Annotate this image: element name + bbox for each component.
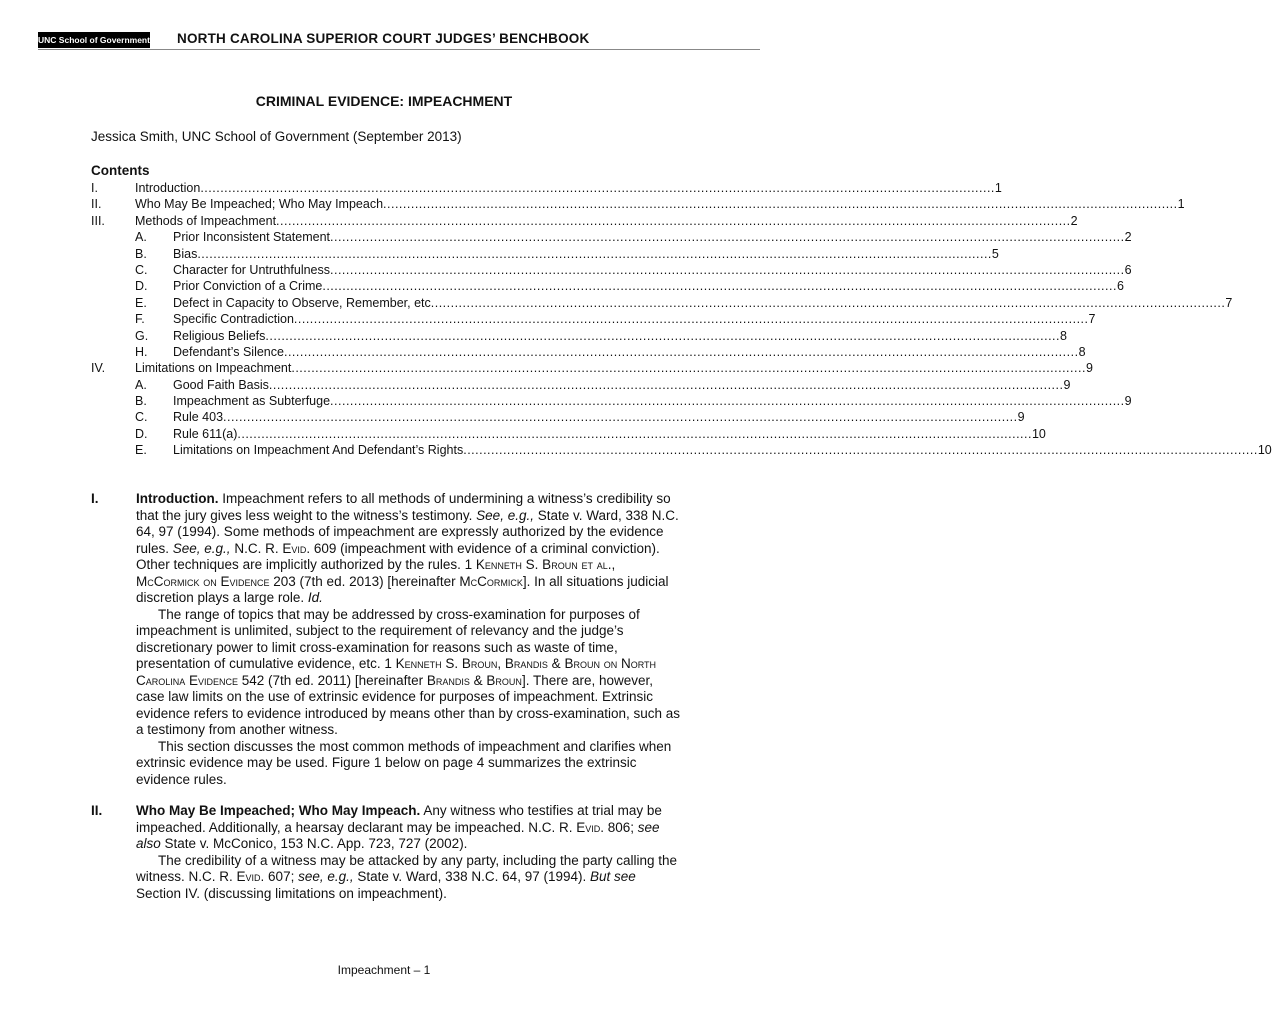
section-number: II. [91,803,103,818]
toc-entry[interactable] [91,377,1071,393]
toc-title: Introduction [135,181,201,195]
toc-number [91,246,135,262]
toc-number [91,262,135,278]
toc-entry[interactable] [91,180,1002,196]
toc-number [91,426,135,442]
toc-leader-dots: ........................................................................................................................................................................................................ [330,230,1125,245]
toc-leader-dots: ........................................................................................................................................................................................................ [330,394,1125,409]
toc-title: Bias [173,246,198,261]
toc-page-number: 2 [1124,230,1132,245]
toc-page-number: 9 [1017,410,1025,425]
toc-title: Impeachment as Subterfuge [173,394,331,409]
toc-subletter: E. [135,443,147,458]
toc-number [91,311,135,327]
author-line: Jessica Smith, UNC School of Government (September 2013) [91,129,462,144]
toc-number [91,442,135,458]
toc-entry[interactable] [91,213,1078,229]
toc-page-number: 1 [1177,197,1185,212]
toc-leader-dots: ........................................................................................................................................................................................................ [293,312,1089,327]
toc-title: Specific Contradiction [173,312,294,327]
benchbook-title: NORTH CAROLINA SUPERIOR COURT JUDGES’ BENCHBOOK [177,31,590,46]
toc-entry[interactable] [91,311,1096,327]
section-who-may-be-impeached [91,803,681,902]
toc-title: Prior Conviction of a Crime [173,279,323,294]
toc-entry[interactable] [91,328,1067,344]
toc-subletter: F. [135,312,145,327]
unc-logo: UNC School of Government [38,32,150,48]
toc-entry[interactable] [91,360,1093,376]
toc-leader-dots: ........................................................................................................................................................................................................ [276,213,1071,228]
toc-leader-dots: ........................................................................................................................................................................................................ [265,328,1061,343]
toc-entry[interactable] [91,442,1272,458]
toc-subletter: C. [135,262,148,277]
paragraph: Who May Be Impeached; Who May Impeach. Any witness who testifies at trial may be impeached. Additionally, a hearsay declarant may be impeached. N.C. R. Evid. 806; see also State v. McConico, 153 N.C. App. 723, 727 (2002). [136,803,662,851]
toc-leader-dots: ........................................................................................................................................................................................................ [291,361,1086,376]
table-of-contents [91,180,1272,459]
toc-entry[interactable] [91,246,999,262]
page-footer: Impeachment – 1 [337,963,431,977]
toc-entry[interactable] [91,393,1132,409]
toc-number [91,377,135,393]
toc-page-number: 5 [991,246,999,261]
toc-subletter: A. [135,377,147,392]
toc-leader-dots: ........................................................................................................................................................................................................ [322,279,1117,294]
toc-title: Good Faith Basis [173,377,269,392]
toc-subletter: C. [135,410,148,425]
toc-page-number: 10 [1257,443,1272,458]
toc-title: Rule 403 [173,410,224,425]
toc-page-number: 7 [1088,312,1096,327]
toc-number [91,409,135,425]
toc-subletter: B. [135,246,147,261]
toc-title: Defendant’s Silence [173,344,284,359]
toc-page-number: 6 [1116,279,1124,294]
toc-number [91,278,135,294]
toc-subletter: G. [135,328,149,343]
toc-page-number: 7 [1225,295,1233,310]
toc-number [91,393,135,409]
section-introduction [91,491,681,788]
toc-leader-dots: ........................................................................................................................................................................................................ [283,344,1079,359]
toc-title: Limitations on Impeachment [135,361,292,376]
toc-entry[interactable] [91,278,1124,294]
toc-leader-dots: ........................................................................................................................................................................................................ [268,377,1064,392]
toc-subletter: D. [135,279,148,294]
toc-entry[interactable] [91,426,1046,442]
toc-subletter: E. [135,295,147,310]
toc-entry[interactable] [91,262,1132,278]
toc-title: Defect in Capacity to Observe, Remember, etc [173,295,431,310]
toc-page-number: 2 [1070,213,1078,228]
toc-page-number: 9 [1063,377,1071,392]
toc-leader-dots: ........................................................................................................................................................................................................ [237,426,1032,441]
toc-number: III. [91,213,105,228]
toc-title: Prior Inconsistent Statement [173,230,331,245]
toc-page-number: 10 [1031,426,1046,441]
toc-subletter: B. [135,394,147,409]
paragraph: Introduction. Impeachment refers to all methods of undermining a witness’s credibility so that the jury gives less weight to the witness’s testimony. See, e.g., State v. Ward, 338 N.C. 64, 97 (1994). Some methods of impeachment are expressly authorized by the evidence rules. See, e.g., N.C. R. Evid. 609 (impeachment with evidence of a criminal conviction). Other techniques are implicitly authorized by the rules. 1 Kenneth S. Broun et al., McCormick on Evidence 203 (7th ed. 2013) [hereinafter McCormick]. In all situations judicial discretion plays a large role. Id. [136,491,679,605]
document-title: CRIMINAL EVIDENCE: IMPEACHMENT [255,93,513,109]
page-header [38,30,760,52]
toc-page-number: 8 [1060,328,1067,343]
toc-leader-dots: ........................................................................................................................................................................................................ [463,443,1258,458]
toc-page-number: 9 [1124,394,1132,409]
header-divider [38,49,760,50]
toc-title: Religious Beliefs [173,328,266,343]
toc-leader-dots: ........................................................................................................................................................................................................ [223,410,1018,425]
toc-number: II. [91,197,102,212]
toc-entry[interactable] [91,409,1025,425]
toc-subletter: A. [135,230,147,245]
toc-page-number: 8 [1078,344,1086,359]
toc-number [91,295,135,311]
toc-subletter: H. [135,344,148,359]
section-heading: Introduction. [136,491,219,506]
toc-number [91,229,135,245]
toc-leader-dots: ........................................................................................................................................................................................................ [383,197,1178,212]
toc-title: Limitations on Impeachment And Defendant’s Rights [173,443,464,458]
toc-page-number: 9 [1085,361,1093,376]
paragraph: The credibility of a witness may be attacked by any party, including the party calling the witness. N.C. R. Evid. 607; see, e.g., State v. Ward, 338 N.C. 64, 97 (1994). But see Section IV. (discussing limitations on impeachment). [136,852,678,901]
toc-entry[interactable] [91,295,1233,311]
toc-leader-dots: ........................................................................................................................................................................................................ [430,295,1226,310]
toc-number [91,328,135,344]
paragraph: The range of topics that may be addressed by cross-examination for purposes of impeachment is unlimited, subject to the requirement of relevancy and the judge’s discretionary power to limit cross-examination for reasons such as waste of time, presentation of cumulative evidence, etc. 1 Kenneth S. Broun, Brandis & Broun on North Carolina Evidence 542 (7th ed. 2011) [hereinafter Brandis & Broun]. There are, however, case law limits on the use of extrinsic evidence for purposes of impeachment. Extrinsic evidence refers to evidence introduced by means other than by cross-examination, such as a testimony from another witness. [136,606,681,737]
toc-entry[interactable] [91,344,1086,360]
toc-leader-dots: ........................................................................................................................................................................................................ [200,181,995,195]
toc-subletter: D. [135,426,148,441]
paragraph: This section discusses the most common methods of impeachment and clarifies when extrinsic evidence may be used. Figure 1 below on page 4 summarizes the extrinsic evidence rules. [136,738,672,787]
toc-page-number: 1 [994,181,1002,195]
section-number: I. [91,491,99,506]
section-heading: Who May Be Impeached; Who May Impeach. [136,803,421,818]
toc-title: Character for Untruthfulness [173,262,331,277]
toc-number: IV. [91,361,106,376]
toc-title: Who May Be Impeached; Who May Impeach [135,197,384,212]
toc-leader-dots: ........................................................................................................................................................................................................ [197,246,992,261]
toc-entry[interactable] [91,196,1185,212]
toc-page-number: 6 [1124,262,1132,277]
toc-number [91,344,135,360]
toc-leader-dots: ........................................................................................................................................................................................................ [330,262,1125,277]
toc-title: Rule 611(a) [173,426,238,441]
toc-number: I. [91,181,98,195]
toc-entry[interactable] [91,229,1132,245]
toc-title: Methods of Impeachment [135,213,277,228]
contents-heading: Contents [91,163,150,178]
